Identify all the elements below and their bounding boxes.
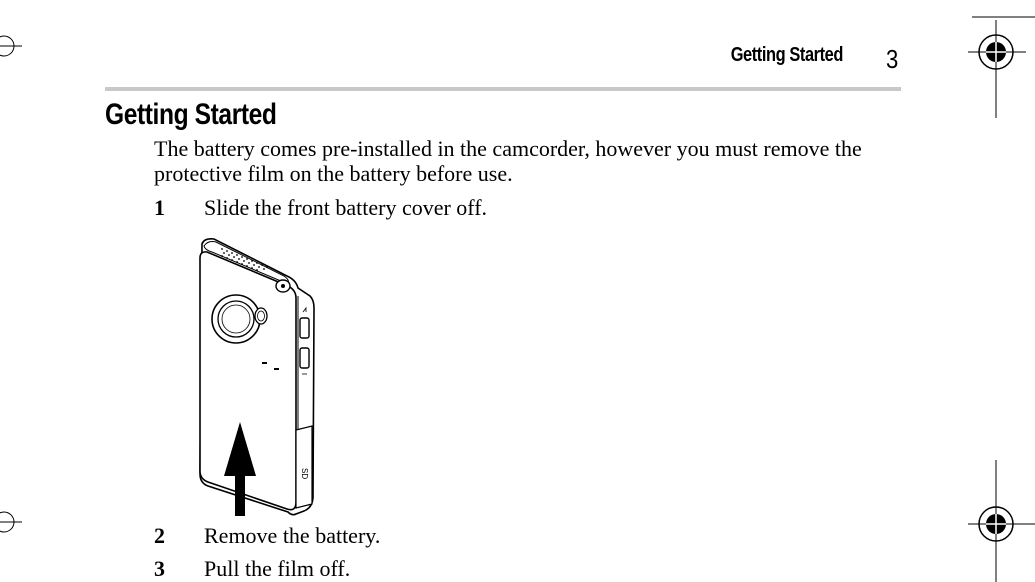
crop-mark-bottom-right — [960, 460, 1035, 582]
step-text: Remove the battery. — [204, 523, 381, 548]
intro-paragraph: The battery comes pre-installed in the camcorder, however you must remove the protective film on the battery before use. — [154, 136, 862, 186]
crop-mark-bottom-left — [0, 500, 40, 560]
step-text: Slide the front battery cover off. — [204, 195, 488, 220]
header-rule — [105, 87, 901, 91]
step-number: 2 — [154, 523, 165, 548]
running-header-title: Getting Started — [730, 44, 843, 66]
camcorder-illustration — [192, 236, 322, 520]
crop-mark-top-right — [960, 0, 1035, 120]
step-1 — [154, 195, 487, 220]
step-3 — [154, 556, 350, 581]
step-2 — [154, 523, 380, 548]
step-number: 3 — [154, 556, 165, 581]
crop-mark-top-left — [0, 16, 40, 76]
page-number: 3 — [886, 44, 899, 74]
step-number: 1 — [154, 195, 165, 220]
sd-marking: SD — [300, 468, 309, 480]
step-text: Pull the film off. — [204, 556, 351, 581]
section-title: Getting Started — [105, 98, 277, 131]
